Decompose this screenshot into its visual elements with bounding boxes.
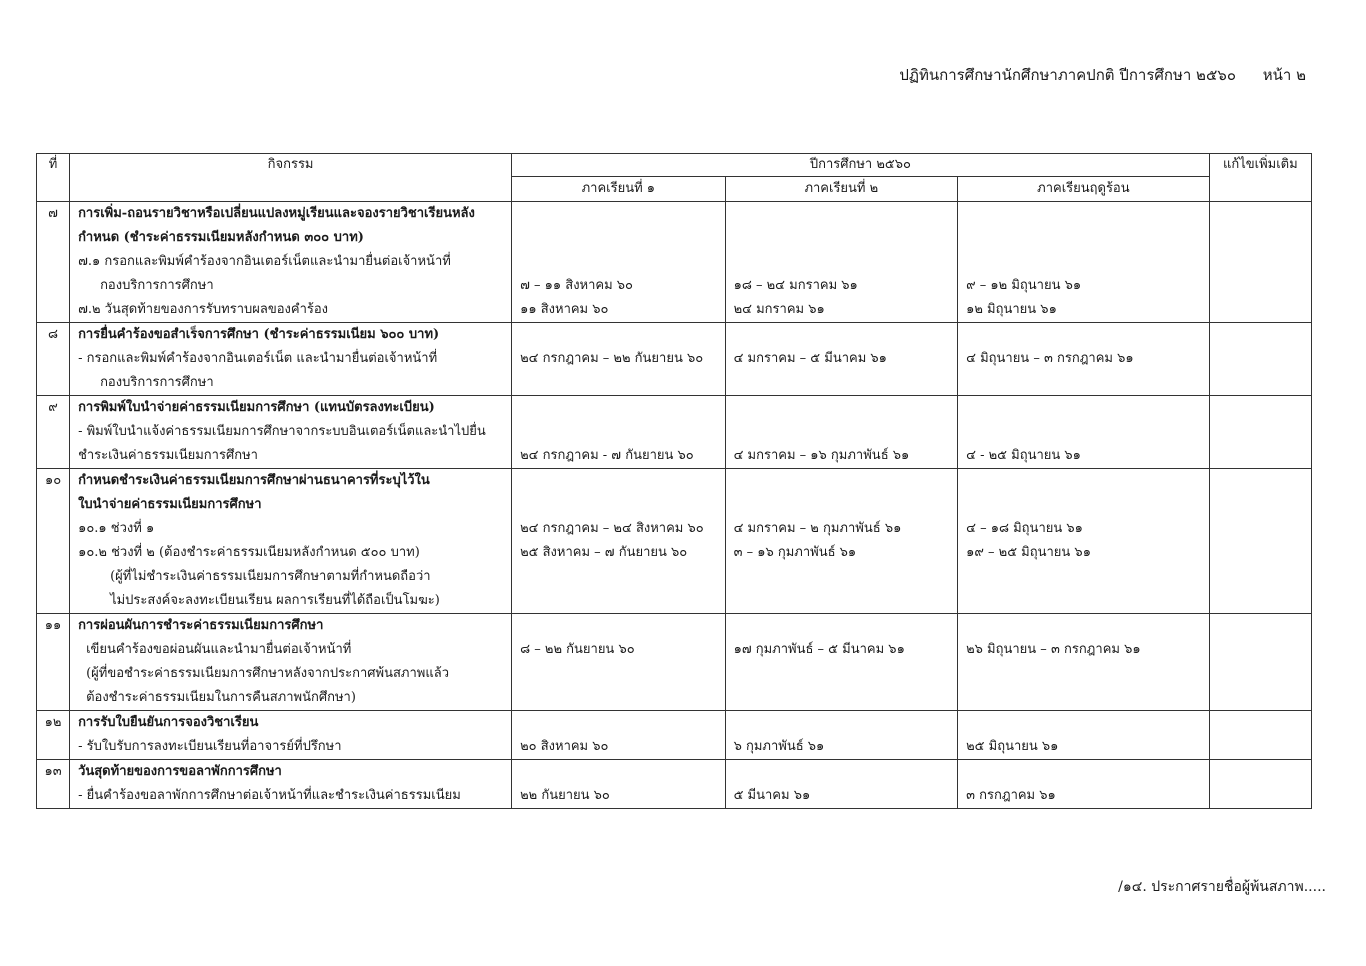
semester-1-cell: [512, 202, 725, 323]
semester-2-line: [726, 686, 958, 710]
summer-line: [958, 371, 1209, 395]
summer-line: [958, 565, 1209, 589]
semester-1-line: [512, 371, 724, 395]
activity-cell: [70, 396, 512, 469]
activity-line: กองบริการการศึกษา: [100, 278, 214, 293]
semester-2-cell: [725, 614, 958, 711]
header-no: ที่: [37, 154, 70, 202]
page-header: [899, 63, 1306, 87]
table-body: [37, 202, 1312, 809]
semester-1-line: ๒๔ กรกฎาคม - ๗ กันยายน ๖๐: [520, 448, 694, 463]
activity-cell: [70, 711, 512, 760]
edit-cell: [1209, 711, 1311, 760]
semester-2-line: [726, 711, 958, 735]
table-row: [37, 469, 1312, 614]
activity-line: - ยื่นคำร้องขอลาพักการศึกษาต่อเจ้าหน้าที่และชำระเงินค่าธรรมเนียม: [78, 788, 461, 803]
activity-line: ๗.๒ วันสุดท้ายของการรับทราบผลของคำร้อง: [78, 302, 329, 317]
semester-2-line: [726, 420, 958, 444]
semester-1-line: [512, 662, 724, 686]
activity-line: (ผู้ที่ไม่ชำระเงินค่าธรรมเนียมการศึกษาตามที่กำหนดถือว่า: [110, 569, 431, 584]
row-number: ๙: [48, 400, 58, 415]
semester-2-line: ๑๗ กุมภาพันธ์ – ๕ มีนาคม ๖๑: [733, 642, 905, 657]
summer-line: [958, 420, 1209, 444]
semester-2-cell: [725, 760, 958, 809]
edit-cell: [1209, 469, 1311, 614]
semester-1-line: ๒๕ สิงหาคม – ๗ กันยายน ๖๐: [520, 545, 688, 560]
table-row: [37, 760, 1312, 809]
summer-line: ๔ - ๒๕ มิถุนายน ๖๑: [966, 448, 1081, 463]
summer-cell: [958, 614, 1210, 711]
semester-1-line: [512, 323, 724, 347]
row-number: ๑๒: [44, 715, 62, 730]
semester-1-line: [512, 711, 724, 735]
semester-2-line: [726, 760, 958, 784]
summer-line: ๓ กรกฎาคม ๖๑: [966, 788, 1056, 803]
semester-1-line: ๒๐ สิงหาคม ๖๐: [520, 739, 609, 754]
summer-cell: [958, 469, 1210, 614]
semester-2-cell: [725, 469, 958, 614]
semester-2-line: [726, 662, 958, 686]
activity-line: - กรอกและพิมพ์คำร้องจากอินเตอร์เน็ต และนำมายื่นต่อเจ้าหน้าที่: [78, 351, 438, 366]
summer-line: ๒๖ มิถุนายน – ๓ กรกฎาคม ๖๑: [966, 642, 1141, 657]
semester-2-cell: [725, 396, 958, 469]
semester-1-cell: [512, 760, 725, 809]
row-number-cell: [37, 202, 70, 323]
activity-line: ๗.๑ กรอกและพิมพ์คำร้องจากอินเตอร์เน็ตและนำมายื่นต่อเจ้าหน้าที่: [78, 254, 451, 269]
row-number-cell: [37, 711, 70, 760]
semester-1-line: [512, 760, 724, 784]
summer-line: [958, 469, 1209, 493]
semester-1-line: [512, 589, 724, 613]
activity-line: ๑๐.๑ ช่วงที่ ๑: [78, 521, 155, 536]
summer-line: [958, 662, 1209, 686]
semester-2-line: [726, 589, 958, 613]
header-summer: ภาคเรียนฤดูร้อน: [958, 177, 1210, 202]
semester-1-line: ๘ – ๒๒ กันยายน ๖๐: [520, 642, 635, 657]
summer-line: [958, 589, 1209, 613]
semester-2-line: [726, 371, 958, 395]
semester-1-cell: [512, 711, 725, 760]
summer-line: ๑๒ มิถุนายน ๖๑: [966, 302, 1057, 317]
summer-cell: [958, 323, 1210, 396]
activity-cell: [70, 202, 512, 323]
semester-1-cell: [512, 469, 725, 614]
activity-line: ต้องชำระค่าธรรมเนียมในการคืนสภาพนักศึกษา): [86, 690, 356, 705]
table-row: [37, 323, 1312, 396]
activity-line: กองบริการการศึกษา: [100, 375, 214, 390]
table-row: [37, 711, 1312, 760]
edit-cell: [1209, 323, 1311, 396]
summer-line: [958, 686, 1209, 710]
semester-1-line: ๗ – ๑๑ สิงหาคม ๖๐: [520, 278, 633, 293]
semester-2-line: ๒๔ มกราคม ๖๑: [733, 302, 825, 317]
semester-2-line: [726, 250, 958, 274]
semester-2-line: [726, 469, 958, 493]
semester-2-line: ๔ มกราคม – ๑๖ กุมภาพันธ์ ๖๑: [733, 448, 910, 463]
semester-2-line: [726, 565, 958, 589]
header-academic-year: ปีการศึกษา ๒๕๖๐: [512, 154, 1210, 177]
activity-cell: [70, 469, 512, 614]
header-edit: แก้ไขเพิ่มเติม: [1209, 154, 1311, 202]
semester-2-line: ๑๘ – ๒๔ มกราคม ๖๑: [733, 278, 858, 293]
activity-cell: [70, 614, 512, 711]
activity-line: (ผู้ที่ขอชำระค่าธรรมเนียมการศึกษาหลังจากประกาศพ้นสภาพแล้ว: [86, 666, 450, 681]
semester-2-line: [726, 323, 958, 347]
semester-1-line: ๒๒ กันยายน ๖๐: [520, 788, 610, 803]
activity-line: เขียนคำร้องขอผ่อนผันและนำมายื่นต่อเจ้าหน้าที่: [86, 642, 352, 657]
semester-2-line: [726, 493, 958, 517]
row-number-cell: [37, 396, 70, 469]
table-row: [37, 396, 1312, 469]
summer-line: [958, 323, 1209, 347]
semester-2-cell: [725, 323, 958, 396]
summer-cell: [958, 202, 1210, 323]
summer-line: [958, 760, 1209, 784]
row-number-cell: [37, 323, 70, 396]
table-row: [37, 202, 1312, 323]
activity-line: การรับใบยืนยันการจองวิชาเรียน: [78, 715, 259, 730]
header-semester-1: ภาคเรียนที่ ๑: [512, 177, 725, 202]
semester-1-line: [512, 202, 724, 226]
semester-2-line: ๕ มีนาคม ๖๑: [733, 788, 811, 803]
edit-cell: [1209, 760, 1311, 809]
edit-cell: [1209, 614, 1311, 711]
activity-line: กำหนด (ชำระค่าธรรมเนียมหลังกำหนด ๓๐๐ บาท): [78, 230, 364, 245]
row-number: ๘: [48, 327, 59, 342]
activity-line: การผ่อนผันการชำระค่าธรรมเนียมการศึกษา: [78, 618, 324, 633]
semester-1-line: [512, 469, 724, 493]
summer-line: ๔ มิถุนายน – ๓ กรกฎาคม ๖๑: [966, 351, 1134, 366]
semester-2-line: [726, 614, 958, 638]
summer-cell: [958, 760, 1210, 809]
table-row: [37, 614, 1312, 711]
activity-line: ชำระเงินค่าธรรมเนียมการศึกษา: [78, 448, 258, 463]
row-number-cell: [37, 760, 70, 809]
activity-line: การพิมพ์ใบนำจ่ายค่าธรรมเนียมการศึกษา (แทนบัตรลงทะเบียน): [78, 400, 435, 415]
semester-1-line: [512, 565, 724, 589]
header-semester-2: ภาคเรียนที่ ๒: [725, 177, 958, 202]
row-number: ๗: [48, 206, 58, 221]
document-title: ปฏิทินการศึกษานักศึกษาภาคปกติ ปีการศึกษา ๒๕๖๐: [899, 66, 1236, 84]
semester-2-cell: [725, 711, 958, 760]
summer-line: ๒๕ มิถุนายน ๖๑: [966, 739, 1059, 754]
summer-line: [958, 202, 1209, 226]
row-number-cell: [37, 469, 70, 614]
row-number: ๑๓: [44, 764, 62, 779]
activity-line: - พิมพ์ใบนำแจ้งค่าธรรมเนียมการศึกษาจากระบบอินเตอร์เน็ตและนำไปยื่น: [78, 424, 486, 439]
summer-cell: [958, 711, 1210, 760]
semester-2-line: ๔ มกราคม – ๕ มีนาคม ๖๑: [733, 351, 887, 366]
semester-1-cell: [512, 396, 725, 469]
header-activity: กิจกรรม: [70, 154, 512, 202]
semester-2-cell: [725, 202, 958, 323]
semester-1-line: [512, 396, 724, 420]
semester-1-line: ๒๔ กรกฎาคม – ๒๔ สิงหาคม ๖๐: [520, 521, 704, 536]
semester-1-cell: [512, 614, 725, 711]
activity-line: ไม่ประสงค์จะลงทะเบียนเรียน ผลการเรียนที่ได้ถือเป็นโมฆะ): [110, 593, 440, 608]
activity-line: กำหนดชำระเงินค่าธรรมเนียมการศึกษาผ่านธนาคารที่ระบุไว้ใน: [78, 473, 430, 488]
page-number: หน้า ๒: [1262, 66, 1306, 84]
summer-line: ๔ – ๑๘ มิถุนายน ๖๑: [966, 521, 1083, 536]
semester-2-line: ๖ กุมภาพันธ์ ๖๑: [733, 739, 825, 754]
summer-line: [958, 226, 1209, 250]
activity-line: ๑๐.๒ ช่วงที่ ๒ (ต้องชำระค่าธรรมเนียมหลังกำหนด ๕๐๐ บาท): [78, 545, 420, 560]
row-number-cell: [37, 614, 70, 711]
summer-line: [958, 396, 1209, 420]
activity-line: ใบนำจ่ายค่าธรรมเนียมการศึกษา: [78, 497, 262, 512]
semester-2-line: [726, 226, 958, 250]
semester-1-line: ๒๔ กรกฎาคม – ๒๒ กันยายน ๖๐: [520, 351, 704, 366]
semester-1-line: [512, 250, 724, 274]
academic-calendar-table: [36, 153, 1312, 809]
summer-line: [958, 493, 1209, 517]
edit-cell: [1209, 202, 1311, 323]
summer-line: ๑๙ – ๒๕ มิถุนายน ๖๑: [966, 545, 1091, 560]
summer-line: [958, 250, 1209, 274]
activity-cell: [70, 323, 512, 396]
activity-line: วันสุดท้ายของการขอลาพักการศึกษา: [78, 764, 282, 779]
semester-1-line: [512, 493, 724, 517]
summer-line: [958, 711, 1209, 735]
activity-line: การเพิ่ม-ถอนรายวิชาหรือเปลี่ยนแปลงหมู่เรียนและจองรายวิชาเรียนหลัง: [78, 206, 475, 221]
summer-line: ๙ – ๑๒ มิถุนายน ๖๑: [966, 278, 1082, 293]
activity-cell: [70, 760, 512, 809]
semester-1-line: [512, 614, 724, 638]
semester-2-line: [726, 202, 958, 226]
semester-2-line: [726, 396, 958, 420]
semester-1-line: ๑๑ สิงหาคม ๖๐: [520, 302, 609, 317]
edit-cell: [1209, 396, 1311, 469]
continuation-note: /๑๔. ประกาศรายชื่อผู้พ้นสภาพ.....: [1118, 879, 1326, 895]
semester-2-line: ๓ – ๑๖ กุมภาพันธ์ ๖๑: [733, 545, 857, 560]
semester-1-line: [512, 226, 724, 250]
semester-1-cell: [512, 323, 725, 396]
semester-1-line: [512, 420, 724, 444]
summer-cell: [958, 396, 1210, 469]
activity-line: - รับใบรับการลงทะเบียนเรียนที่อาจารย์ที่ปรึกษา: [78, 739, 342, 754]
row-number: ๑๐: [44, 473, 62, 488]
semester-2-line: ๔ มกราคม – ๒ กุมภาพันธ์ ๖๑: [733, 521, 902, 536]
summer-line: [958, 614, 1209, 638]
semester-1-line: [512, 686, 724, 710]
activity-line: การยื่นคำร้องขอสำเร็จการศึกษา (ชำระค่าธรรมเนียม ๖๐๐ บาท): [78, 327, 440, 342]
row-number: ๑๑: [44, 618, 62, 633]
